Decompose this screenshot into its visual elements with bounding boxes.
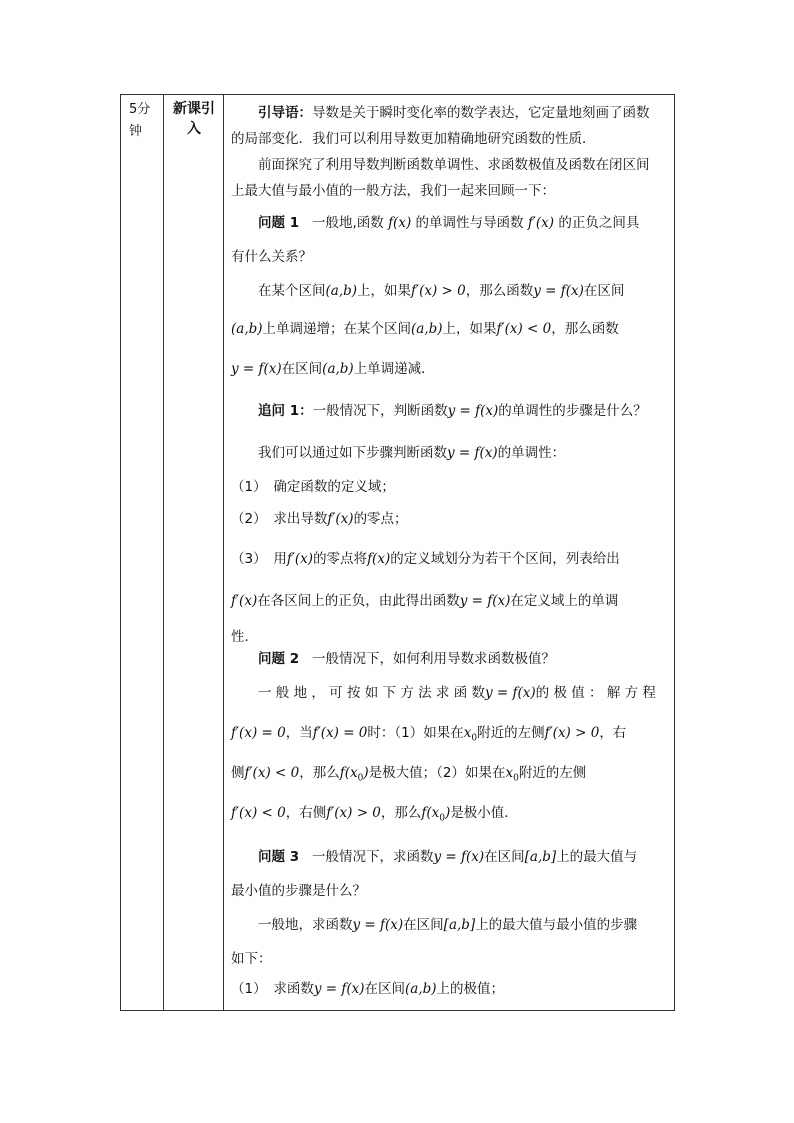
step-3-end: 性． xyxy=(231,629,258,645)
question-3-label: 问题 3 xyxy=(258,849,300,865)
steps-intro: 我们可以通过如下步骤判断函数y = f(x)的单调性： xyxy=(258,445,566,461)
question-2: 问题 2 一般情况下，如何利用导数求函数极值？ xyxy=(258,651,555,667)
answer-3-line-2: 如下： xyxy=(231,951,272,967)
followup-1: 追问 1：一般情况下，判断函数y = f(x)的单调性的步骤是什么？ xyxy=(258,403,647,419)
answer-2-line-2: f′(x) = 0，当f′(x) = 0时：（1）如果在$x_0$附近的左侧f′(x) > 0，右 xyxy=(231,725,627,744)
intro-line-2: 的局部变化．我们可以利用导数更加精确地研究函数的性质． xyxy=(231,131,596,147)
stage-text: 新课引入 xyxy=(173,101,215,137)
content-cell xyxy=(224,95,676,1010)
step-1: （1） 确定函数的定义域； xyxy=(231,479,395,495)
answer-2-line-1: 一 般 地 ， 可 按 如 下 方 法 求 函 数y = f(x)的 极 值 ： 解 方 程 xyxy=(258,685,656,701)
step-3: （3） 用f′(x)的零点将f(x)的定义域划分为若干个区间，列表给出 xyxy=(231,551,620,567)
intro-line-1: 引导语：导数是关于瞬时变化率的数学表达，它定量地刻画了函数 xyxy=(258,105,650,121)
answer-3-step-1: （1） 求函数y = f(x)在区间(a,b)上的极值； xyxy=(231,981,505,997)
answer-1-line-2: (a,b)上单调递增；在某个区间(a,b)上，如果f′(x) < 0，那么函数 xyxy=(231,321,619,337)
answer-1-line-1: 在某个区间(a,b)上，如果f′(x) > 0，那么函数y = f(x)在区间 xyxy=(258,283,625,299)
followup-1-label: 追问 1： xyxy=(258,403,313,419)
stage-cell xyxy=(164,95,224,1010)
answer-3-line-1: 一般地，求函数y = f(x)在区间[a,b]上的最大值与最小值的步骤 xyxy=(258,917,638,933)
answer-2-line-3: 侧f′(x) < 0，那么$f(x_0)$是极大值；（2）如果在$x_0$附近的左侧 xyxy=(231,765,587,784)
question-3-line-1: 问题 3 一般情况下，求函数y = f(x)在区间[a,b]上的最大值与 xyxy=(258,849,638,865)
intro-label: 引导语： xyxy=(258,105,312,121)
question-1-line-2: 有什么关系？ xyxy=(231,249,312,265)
answer-2-line-4: f′(x) < 0，右侧f′(x) > 0，那么$f(x_0)$是极小值． xyxy=(231,805,518,824)
question-1-line-1: 问题 1 一般地,函数 f(x) 的单调性与导函数 f′(x) 的正负之间具 xyxy=(258,215,640,231)
time-text: 5分钟 xyxy=(129,102,151,139)
step-3-cont: f′(x)在各区间上的正负，由此得出函数y = f(x)在定义域上的单调 xyxy=(231,593,619,609)
question-1-label: 问题 1 xyxy=(258,215,300,231)
question-2-label: 问题 2 xyxy=(258,651,300,667)
intro-line-4: 上最大值与最小值的一般方法，我们一起来回顾一下： xyxy=(231,183,555,199)
lesson-table xyxy=(120,94,675,1011)
answer-1-line-3: y = f(x)在区间(a,b)上单调递减． xyxy=(231,361,435,377)
intro-line-3: 前面探究了利用导数判断函数单调性、求函数极值及函数在闭区间 xyxy=(258,157,650,173)
step-2: （2） 求出导数f′(x)的零点； xyxy=(231,511,408,527)
question-3-line-2: 最小值的步骤是什么？ xyxy=(231,883,366,899)
time-cell xyxy=(121,95,164,1010)
